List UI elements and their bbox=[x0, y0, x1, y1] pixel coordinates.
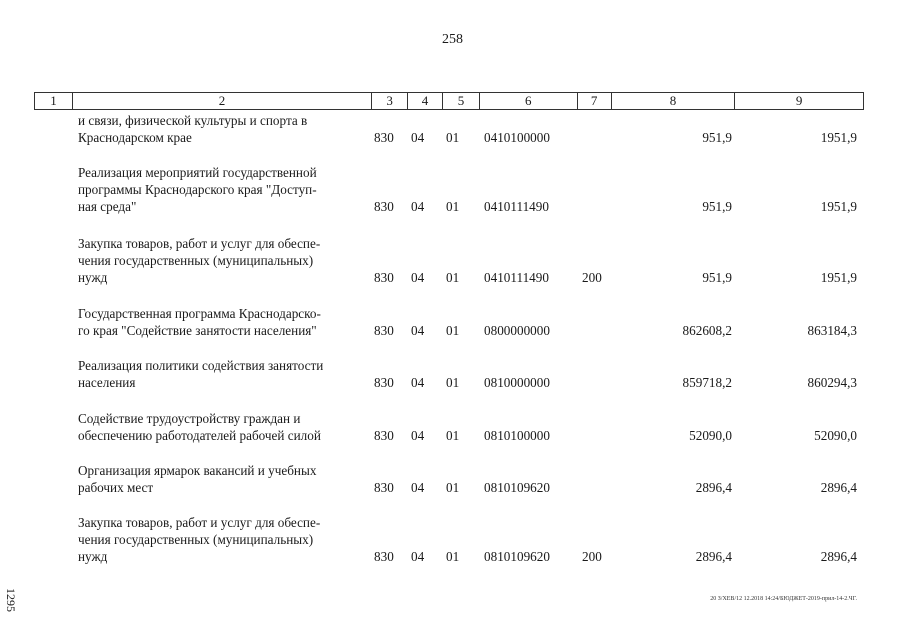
cell-c9: 863184,3 bbox=[807, 323, 857, 338]
header-col-9: 9 bbox=[795, 93, 803, 108]
cell-c9: 1951,9 bbox=[820, 199, 857, 214]
page-number: 258 bbox=[442, 32, 463, 47]
description-line: чения государственных (муниципальных) bbox=[78, 253, 314, 268]
cell-c3: 830 bbox=[374, 199, 394, 214]
cell-c5: 01 bbox=[446, 270, 460, 285]
cell-c6: 0410111490 bbox=[484, 270, 549, 285]
cell-c6: 0810109620 bbox=[484, 480, 550, 495]
cell-c3: 830 bbox=[374, 480, 394, 495]
description-line: обеспечению работодателей рабочей силой bbox=[78, 428, 321, 443]
cell-c9: 860294,3 bbox=[807, 375, 857, 390]
cell-c4: 04 bbox=[411, 199, 425, 214]
cell-c4: 04 bbox=[411, 480, 425, 495]
header-col-3: 3 bbox=[372, 93, 408, 109]
row-description bbox=[78, 164, 363, 215]
cell-c8: 2896,4 bbox=[695, 480, 732, 495]
cell-c4: 04 bbox=[411, 323, 425, 338]
table-header bbox=[34, 92, 864, 110]
cell-c8: 859718,2 bbox=[682, 375, 732, 390]
cell-c4: 04 bbox=[411, 130, 425, 145]
cell-c8: 951,9 bbox=[702, 199, 732, 214]
row-description bbox=[78, 305, 363, 339]
cell-c6: 0410111490 bbox=[484, 199, 549, 214]
row-description bbox=[78, 462, 363, 496]
cell-c6: 0810000000 bbox=[484, 375, 550, 390]
row-description bbox=[78, 357, 363, 391]
description-line: Реализация политики содействия занятости bbox=[78, 358, 324, 373]
description-line: Содействие трудоустройству граждан и bbox=[78, 411, 301, 426]
description-line: Закупка товаров, работ и услуг для обеспе- bbox=[78, 515, 321, 530]
cell-c9: 52090,0 bbox=[814, 428, 857, 443]
side-page-number: 1295 bbox=[4, 588, 18, 612]
cell-c3: 830 bbox=[374, 428, 394, 443]
cell-c3: 830 bbox=[374, 130, 394, 145]
cell-c5: 01 bbox=[446, 480, 460, 495]
description-line: программы Краснодарского края "Доступ- bbox=[78, 182, 317, 197]
cell-c4: 04 bbox=[411, 270, 425, 285]
header-col-1: 1 bbox=[35, 93, 73, 109]
cell-c8: 862608,2 bbox=[682, 323, 732, 338]
row-description bbox=[78, 235, 363, 286]
cell-c6: 0810100000 bbox=[484, 428, 550, 443]
cell-c8: 951,9 bbox=[702, 270, 732, 285]
row-description bbox=[78, 112, 363, 146]
description-line: нужд bbox=[78, 270, 108, 285]
cell-c4: 04 bbox=[411, 428, 425, 443]
cell-c5: 01 bbox=[446, 549, 460, 564]
cell-c4: 04 bbox=[411, 549, 425, 564]
cell-c8: 52090,0 bbox=[689, 428, 732, 443]
cell-c8: 2896,4 bbox=[695, 549, 732, 564]
header-col-6: 6 bbox=[480, 93, 578, 109]
row-description bbox=[78, 514, 363, 565]
cell-c3: 830 bbox=[374, 270, 394, 285]
description-line: и связи, физической культуры и спорта в bbox=[78, 113, 308, 128]
cell-c6: 0410100000 bbox=[484, 130, 550, 145]
cell-c5: 01 bbox=[446, 428, 460, 443]
cell-c5: 01 bbox=[446, 323, 460, 338]
cell-c3: 830 bbox=[374, 323, 394, 338]
cell-c8: 951,9 bbox=[702, 130, 732, 145]
cell-c3: 830 bbox=[374, 375, 394, 390]
cell-c5: 01 bbox=[446, 199, 460, 214]
header-col-8: 8 bbox=[612, 93, 736, 109]
description-line: чения государственных (муниципальных) bbox=[78, 532, 314, 547]
header-col-7: 7 bbox=[578, 93, 612, 109]
cell-c6: 0810109620 bbox=[484, 549, 550, 564]
cell-c6: 0800000000 bbox=[484, 323, 550, 338]
description-line: Краснодарском крае bbox=[78, 130, 192, 145]
cell-c9: 2896,4 bbox=[820, 549, 857, 564]
cell-c3: 830 bbox=[374, 549, 394, 564]
description-line: го края "Содействие занятости населения" bbox=[78, 323, 317, 338]
description-line: Организация ярмарок вакансий и учебных bbox=[78, 463, 317, 478]
cell-c5: 01 bbox=[446, 130, 460, 145]
description-line: Государственная программа Краснодарско- bbox=[78, 306, 321, 321]
header-col-5: 5 bbox=[443, 93, 480, 109]
cell-c4: 04 bbox=[411, 375, 425, 390]
description-line: Реализация мероприятий государственной bbox=[78, 165, 317, 180]
footer-document-code: 20 З/ХЕВ/12 12.2018 14:24/БЮДЖЕТ-2019-прил-14-2.ЧГ. bbox=[710, 596, 857, 602]
cell-c7: 200 bbox=[582, 549, 602, 564]
description-line: нужд bbox=[78, 549, 108, 564]
cell-c9: 1951,9 bbox=[820, 270, 857, 285]
description-line: населения bbox=[78, 375, 136, 390]
description-line: рабочих мест bbox=[78, 480, 154, 495]
header-col-2: 2 bbox=[73, 93, 372, 109]
cell-c5: 01 bbox=[446, 375, 460, 390]
cell-c9: 1951,9 bbox=[820, 130, 857, 145]
description-line: ная среда" bbox=[78, 199, 137, 214]
row-description bbox=[78, 410, 363, 444]
cell-c9: 2896,4 bbox=[820, 480, 857, 495]
header-col-4: 4 bbox=[408, 93, 443, 109]
cell-c7: 200 bbox=[582, 270, 602, 285]
description-line: Закупка товаров, работ и услуг для обеспе- bbox=[78, 236, 321, 251]
